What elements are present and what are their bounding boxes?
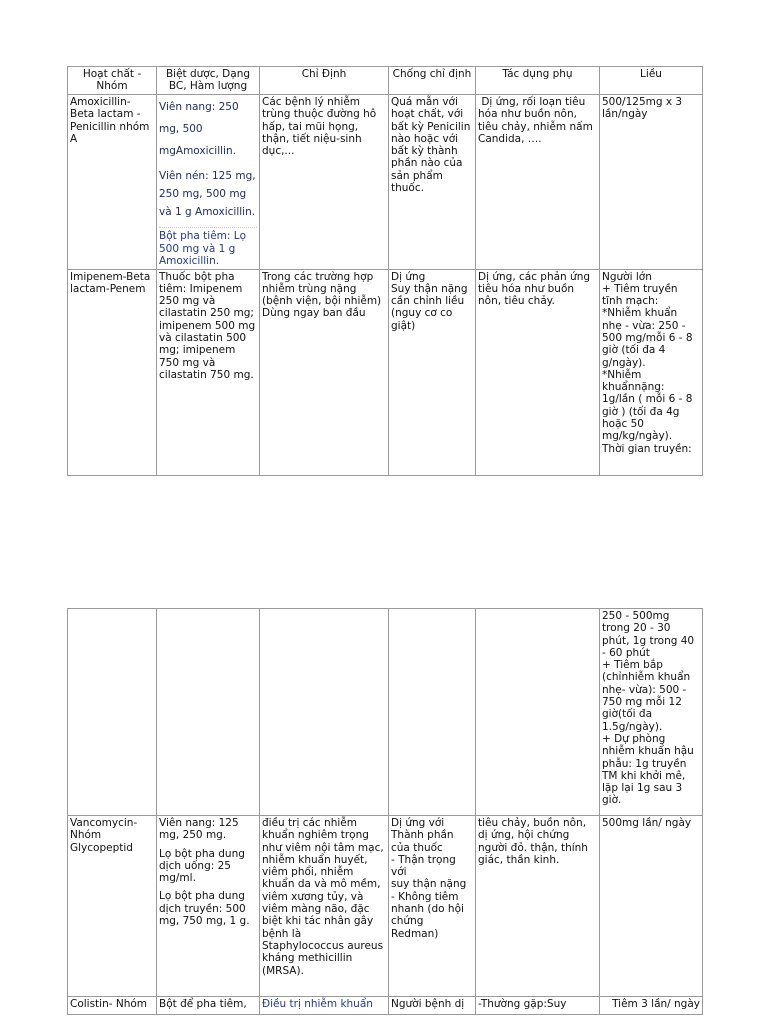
cell-side-effects: -Thường gặp:Suy <box>476 997 600 1015</box>
cell-empty <box>260 609 389 816</box>
cell-side-effects: Dị ứng, rối loạn tiêu hóa như buồn nôn, tiêu chảy, nhiễm nấm Candida, …. <box>476 95 600 270</box>
cell-indication: Điều trị nhiễm khuẩn <box>260 997 389 1015</box>
cell-indication: điều trị các nhiễm khuẩn nghiêm trọng như viêm nội tâm mạc, nhiễm khuẩn huyết, viêm phổi, nhiễm khuẩn da và mô mềm, viêm xương tủy, và viêm màng não, đặc biệt khi tác nhân gây bệnh là Staphylococcus aureus kháng methicillin (MRSA). <box>260 816 389 997</box>
header-contraindication: Chống chỉ định <box>389 67 476 95</box>
cell-contraindication: Quá mẫn với hoạt chất, với bất kỳ Penicilin nào hoặc với bất kỳ thành phần nào của sản phẩm thuốc. <box>389 95 476 270</box>
header-side-effects: Tác dụng phụ <box>476 67 600 95</box>
cell-empty <box>389 609 476 816</box>
table-row-colistin <box>68 997 703 1015</box>
cell-brand: Thuốc bột pha tiêm: Imipenem 250 mg và cilastatin 250 mg; imipenem 500 mg và cilastatin 500 mg; imipenem 750 mg và cilastatin 750 mg. <box>157 269 260 475</box>
table-row-amoxicillin <box>68 95 703 270</box>
cell-empty <box>157 609 260 816</box>
cell-dose: 250 - 500mg trong 20 - 30 phút, 1g trong 40 - 60 phút + Tiêm bắp (chỉnhiễm khuẩn nhẹ- vừa): 500 - 750 mg mỗi 12 giờ(tối đa 1.5g/ngày). + Dự phòng nhiễm khuẩn hậu phẫu: 1g truyền TM khi khởi mê, lặp lại 1g sau 3 giờ. <box>600 609 703 816</box>
brand-line: Lọ bột pha dung dịch uống: 25 mg/ml. <box>159 847 245 885</box>
cell-active: Colistin- Nhóm <box>68 997 157 1015</box>
cell-indication: Các bệnh lý nhiễm trùng thuộc đường hô hấp, tai mũi họng, thận, tiết niệu-sinh dục,... <box>260 95 389 270</box>
header-indication: Chỉ Định <box>260 67 389 95</box>
cell-contraindication: Dị ứng với Thành phần của thuốc - Thận trọng với suy thận nặng - Không tiêm nhanh (do hội chứng Redman) <box>389 816 476 997</box>
cell-side-effects: tiêu chảy, buồn nôn, dị ứng, hội chứng người đỏ. thận, thính giác, thần kinh. <box>476 816 600 997</box>
cell-contraindication <box>389 269 476 475</box>
cell-contraindication: Người bệnh dị <box>389 997 476 1015</box>
header-brand-form: Biệt dược, Dạng BC, Hàm lượng <box>157 67 260 95</box>
header-active-ingredient: Hoạt chất - Nhóm <box>68 67 157 95</box>
cell-dose: Tiêm 3 lần/ ngày <box>600 997 703 1015</box>
cell-empty <box>476 609 600 816</box>
contra-line: Suy thận nặng cần chỉnh liều (nguy cơ co giật) <box>391 282 468 332</box>
brand-tablet: Viên nén: 125 mg, 250 mg, 500 mg và 1 g Amoxicillin. <box>159 170 256 218</box>
cell-indication <box>260 269 389 475</box>
cell-dose: 500/125mg x 3 lần/ngày <box>600 95 703 270</box>
cell-active: Vancomycin-Nhóm Glycopeptid <box>68 816 157 997</box>
header-dose: Liều <box>600 67 703 95</box>
cell-brand <box>157 816 260 997</box>
cell-dose: Người lớn + Tiêm truyền tĩnh mạch: *Nhiễm khuẩn nhẹ - vừa: 250 - 500 mg/mỗi 6 - 8 giờ (tối đa 4 g/ngày). *Nhiễm khuẩnnặng: 1g/lần ( mỗi 6 - 8 giờ ) (tối đa 4g hoặc 50 mg/kg/ngày). Thời gian truyền: <box>600 269 703 475</box>
cell-brand <box>157 95 260 270</box>
cell-empty <box>68 609 157 816</box>
brand-capsule: Viên nang: 250 mg, 500 mgAmoxicillin. <box>159 101 239 157</box>
indication-line: Trong các trường hợp nhiễm trùng nặng (bệnh viện, bội nhiễm) <box>262 270 382 308</box>
contra-line: Dị ứng <box>391 270 426 283</box>
drug-table-page-2 <box>67 608 703 1015</box>
brand-injection: Bột pha tiêm: Lọ 500 mg và 1 g Amoxicillin. <box>159 227 257 268</box>
cell-brand: Bột để pha tiêm, <box>157 997 260 1015</box>
table-row-imipenem <box>68 269 703 475</box>
table-header-row <box>68 67 703 95</box>
indication-line: Dùng ngay ban đầu <box>262 307 366 320</box>
table-row-vancomycin <box>68 816 703 997</box>
cell-dose: 500mg lần/ ngày <box>600 816 703 997</box>
cell-active: Amoxicillin-Beta lactam - Penicillin nhóm A <box>68 95 157 270</box>
drug-table-page-1 <box>67 66 703 476</box>
cell-active: Imipenem-Beta lactam-Penem <box>68 269 157 475</box>
brand-line: Lọ bột pha dung dịch truyền: 500 mg, 750 mg, 1 g. <box>159 890 250 928</box>
cell-side-effects: Dị ứng, các phản ứng tiêu hóa như buồn nôn, tiêu chảy. <box>476 269 600 475</box>
table-row-imipenem-continued <box>68 609 703 816</box>
brand-line: Viên nang: 125 mg, 250 mg. <box>159 817 239 842</box>
